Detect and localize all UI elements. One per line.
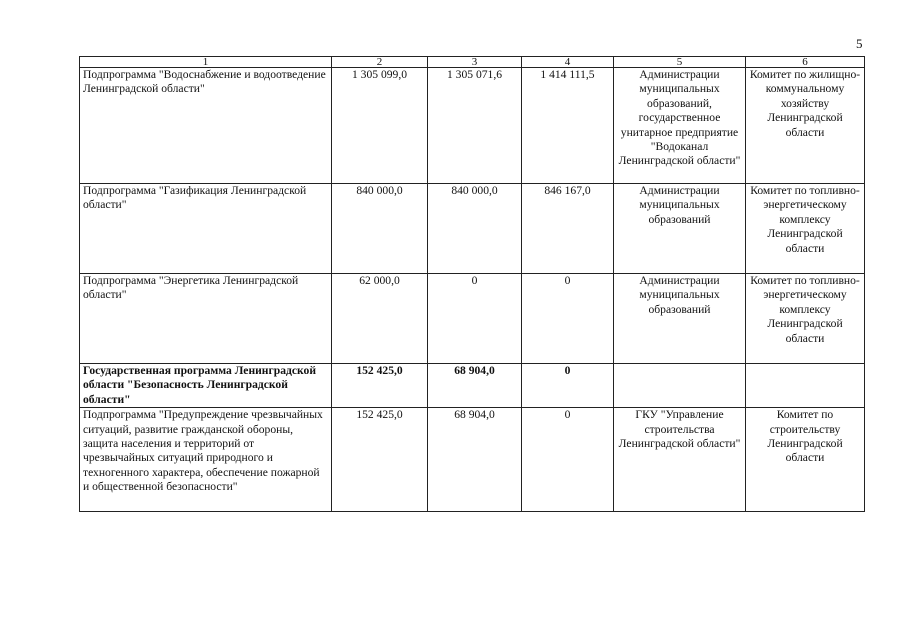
amount-cell-4: 0	[522, 364, 614, 408]
column-number-row	[80, 57, 865, 68]
column-header-3: 3	[428, 57, 522, 68]
responsible-committee-cell	[746, 364, 865, 408]
responsible-committee-cell: Комитет по топливно-энергетическому комплексу Ленинградской области	[746, 274, 865, 364]
budget-table	[79, 56, 865, 512]
program-name-cell: Подпрограмма "Предупреждение чрезвычайных ситуаций, развитие гражданской обороны, защита населения и территорий от чрезвычайных ситуаций природного и техногенного характера, обеспечение пожарной и общественной безопасности"	[80, 408, 332, 512]
amount-cell-3: 68 904,0	[428, 364, 522, 408]
column-header-2: 2	[332, 57, 428, 68]
amount-cell-2: 62 000,0	[332, 274, 428, 364]
amount-cell-4: 0	[522, 274, 614, 364]
responsible-committee-cell: Комитет по жилищно-коммунальному хозяйству Ленинградской области	[746, 68, 865, 184]
amount-cell-2: 152 425,0	[332, 364, 428, 408]
column-header-6: 6	[746, 57, 865, 68]
table-row	[80, 364, 865, 408]
table-row	[80, 408, 865, 512]
responsible-committee-cell: Комитет по топливно-энергетическому комплексу Ленинградской области	[746, 184, 865, 274]
table-row	[80, 68, 865, 184]
program-name-cell: Подпрограмма "Энергетика Ленинградской области"	[80, 274, 332, 364]
executor-cell: Администрации муниципальных образований, государственное унитарное предприятие "Водоканал Ленинградской области"	[614, 68, 746, 184]
column-header-5: 5	[614, 57, 746, 68]
amount-cell-2: 1 305 099,0	[332, 68, 428, 184]
executor-cell	[614, 364, 746, 408]
amount-cell-2: 840 000,0	[332, 184, 428, 274]
amount-cell-4: 846 167,0	[522, 184, 614, 274]
executor-cell: ГКУ "Управление строительства Ленинградской области"	[614, 408, 746, 512]
executor-cell: Администрации муниципальных образований	[614, 274, 746, 364]
amount-cell-4: 0	[522, 408, 614, 512]
program-name-cell: Государственная программа Ленинградской области "Безопасность Ленинградской области"	[80, 364, 332, 408]
program-name-cell: Подпрограмма "Газификация Ленинградской области"	[80, 184, 332, 274]
column-header-4: 4	[522, 57, 614, 68]
amount-cell-3: 1 305 071,6	[428, 68, 522, 184]
table-row	[80, 274, 865, 364]
page-number: 5	[856, 36, 863, 51]
program-name-cell: Подпрограмма "Водоснабжение и водоотведение Ленинградской области"	[80, 68, 332, 184]
amount-cell-3: 840 000,0	[428, 184, 522, 274]
amount-cell-4: 1 414 111,5	[522, 68, 614, 184]
amount-cell-3: 68 904,0	[428, 408, 522, 512]
table-row	[80, 184, 865, 274]
column-header-1: 1	[80, 57, 332, 68]
amount-cell-3: 0	[428, 274, 522, 364]
executor-cell: Администрации муниципальных образований	[614, 184, 746, 274]
responsible-committee-cell: Комитет по строительству Ленинградской области	[746, 408, 865, 512]
amount-cell-2: 152 425,0	[332, 408, 428, 512]
